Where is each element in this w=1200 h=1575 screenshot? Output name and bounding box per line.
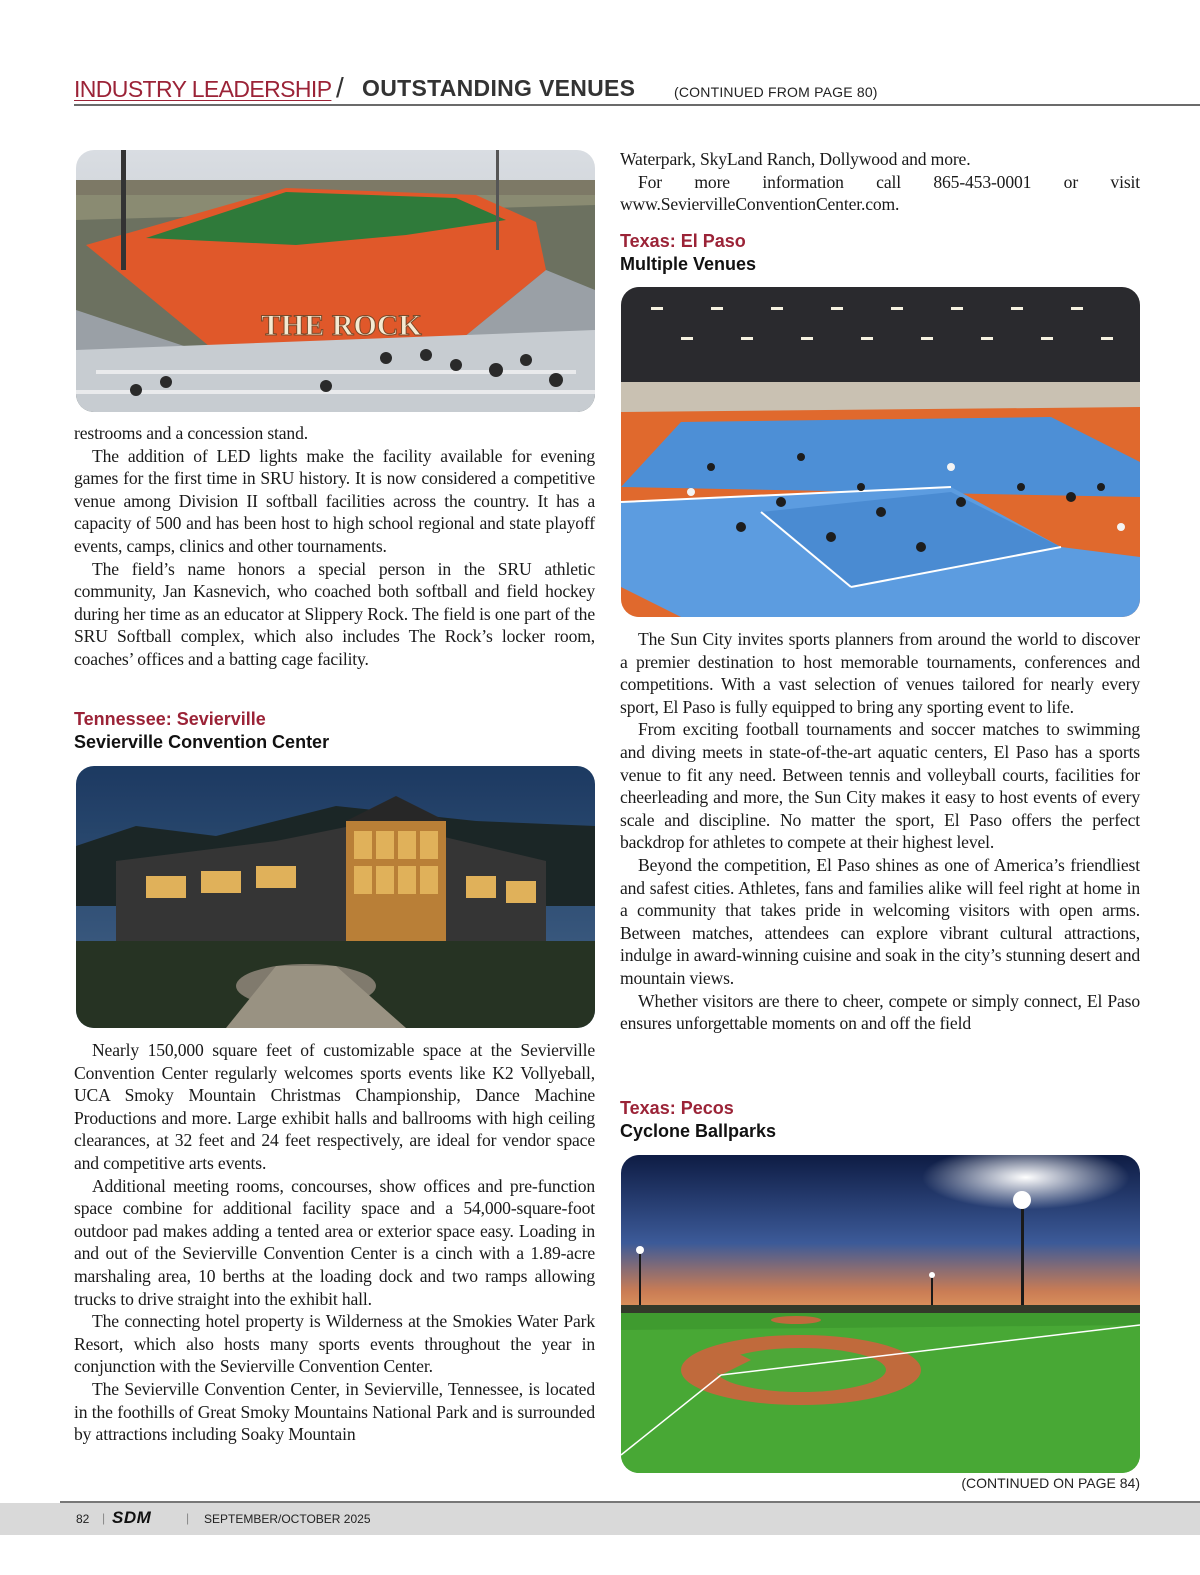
page-number: 82	[76, 1512, 90, 1526]
region-heading: Tennessee: Sevierville	[74, 709, 266, 729]
paragraph: Whether visitors are there to cheer, compete or simply connect, El Paso ensures unforgettable moments on and off the field	[620, 990, 1140, 1034]
volleyball-courts-photo	[621, 287, 1140, 617]
paragraph: The connecting hotel property is Wilderness at the Smokies Water Park Resort, which also hosts many sports events throughout the year in conjunction with the Sevierville Convention Center.	[74, 1311, 595, 1377]
continued-on-note: (CONTINUED ON PAGE 84)	[961, 1475, 1140, 1491]
section-label: INDUSTRY LEADERSHIP	[74, 76, 332, 102]
convention-center-photo	[76, 766, 595, 1028]
the-rock-sign: THE ROCK	[261, 309, 422, 342]
sevierville-heading	[74, 708, 595, 754]
footer-separator: |	[186, 1511, 190, 1525]
region-heading: Texas: Pecos	[620, 1098, 734, 1118]
ballpark-photo	[621, 1155, 1140, 1473]
paragraph: Nearly 150,000 square feet of customizable space at the Sevierville Convention Center regularly welcomes sports events like K2 Vollyeball, UCA Smoky Mountain Christmas Championship, Dance Machine Productions and more. Large exhibit halls and ballrooms with high ceiling clearances, at 32 feet and 24 feet respectively, are ideal for vendor space and competitive arts events.	[74, 1040, 595, 1173]
sevierville-continued-text	[620, 148, 1140, 216]
paragraph: Additional meeting rooms, concourses, show offices and pre-function space combine for additional facility space and a 54,000-square-foot outdoor pad makes adding a tented area or exterior space easy. Loading in and out of the Sevierville Convention Center is a cinch with a 1.89-acre marshaling area, 10 berths at the loading dock and two ramps allowing trucks to drive straight into the exhibit hall.	[74, 1175, 595, 1309]
continued-from-note: (CONTINUED FROM PAGE 80)	[674, 84, 878, 100]
paragraph: The Sevierville Convention Center, in Sevierville, Tennessee, is located in the foothills of Great Smoky Mountains National Park and is surrounded by attractions including Soaky Mountain	[74, 1378, 595, 1445]
paragraph: restrooms and a concession stand.	[74, 423, 308, 443]
paragraph: The Sun City invites sports planners from around the world to discover a premier destination to host memorable tournaments, conferences and competitions. With a vast selection of venues tailored for nearly every sport, El Paso is fully equipped to bring any sporting event to life.	[620, 629, 1140, 717]
el-paso-heading	[620, 230, 1140, 276]
paragraph: The field’s name honors a special person in the SRU athletic community, Jan Kasnevich, who coached both softball and field hockey during her time as an educator at Slippery Rock. The field is one part of the SRU Softball complex, which also includes The Rock’s locker room, coaches’ offices and a batting cage facility.	[74, 558, 595, 669]
venue-heading: Multiple Venues	[620, 254, 757, 274]
venue-heading: Sevierville Convention Center	[74, 732, 330, 752]
paragraph: From exciting football tournaments and soccer matches to swimming and diving meets in state-of-the-art aquatic centers, El Paso has a sports venue to fit any need. Between tennis and volleyball courts, facilities for cheerleading and more, the Sun City makes it easy to host events of every scale and discipline. No matter the sport, El Paso offers the perfect backdrop for athletes to compete at their highest level.	[620, 719, 1140, 853]
sru-article-text	[74, 422, 595, 671]
header-slash: /	[336, 72, 344, 103]
paragraph: The addition of LED lights make the facility available for evening games for the first time in SRU history. It is now considered a competitive venue among Division II softball facilities across the country. It has a capacity of 500 and has been host to high school regional and state playoff events, camps, clinics and other tournaments.	[74, 445, 595, 556]
page-header	[74, 74, 1200, 106]
footer-separator: |	[102, 1511, 106, 1525]
softball-field-photo	[76, 150, 595, 412]
issue-date: SEPTEMBER/OCTOBER 2025	[204, 1512, 371, 1526]
paragraph: Beyond the competition, El Paso shines as one of America’s friendliest and safest cities. Athletes, fans and families alike will feel right at home in a community that takes pride in welcoming visitors with open arms. Between matches, attendees can explore vibrant cultural attractions, indulge in award-winning cuisine and soak in the city’s stunning desert and mountain views.	[620, 854, 1140, 988]
paragraph: For more information call 865-453-0001 or visit www.SeviervilleConventionCenter.com.	[620, 171, 1140, 215]
venue-heading: Cyclone Ballparks	[620, 1121, 777, 1141]
sevierville-article-text	[74, 1039, 595, 1446]
pecos-heading	[620, 1097, 1140, 1143]
region-heading: Texas: El Paso	[620, 231, 746, 251]
page-title: OUTSTANDING VENUES	[362, 75, 636, 101]
magazine-logo: SDM	[112, 1508, 152, 1527]
header-rule	[74, 104, 1200, 106]
paragraph: Waterpark, SkyLand Ranch, Dollywood and more.	[620, 149, 971, 169]
footer-band	[0, 1503, 1200, 1535]
el-paso-article-text	[620, 628, 1140, 1035]
